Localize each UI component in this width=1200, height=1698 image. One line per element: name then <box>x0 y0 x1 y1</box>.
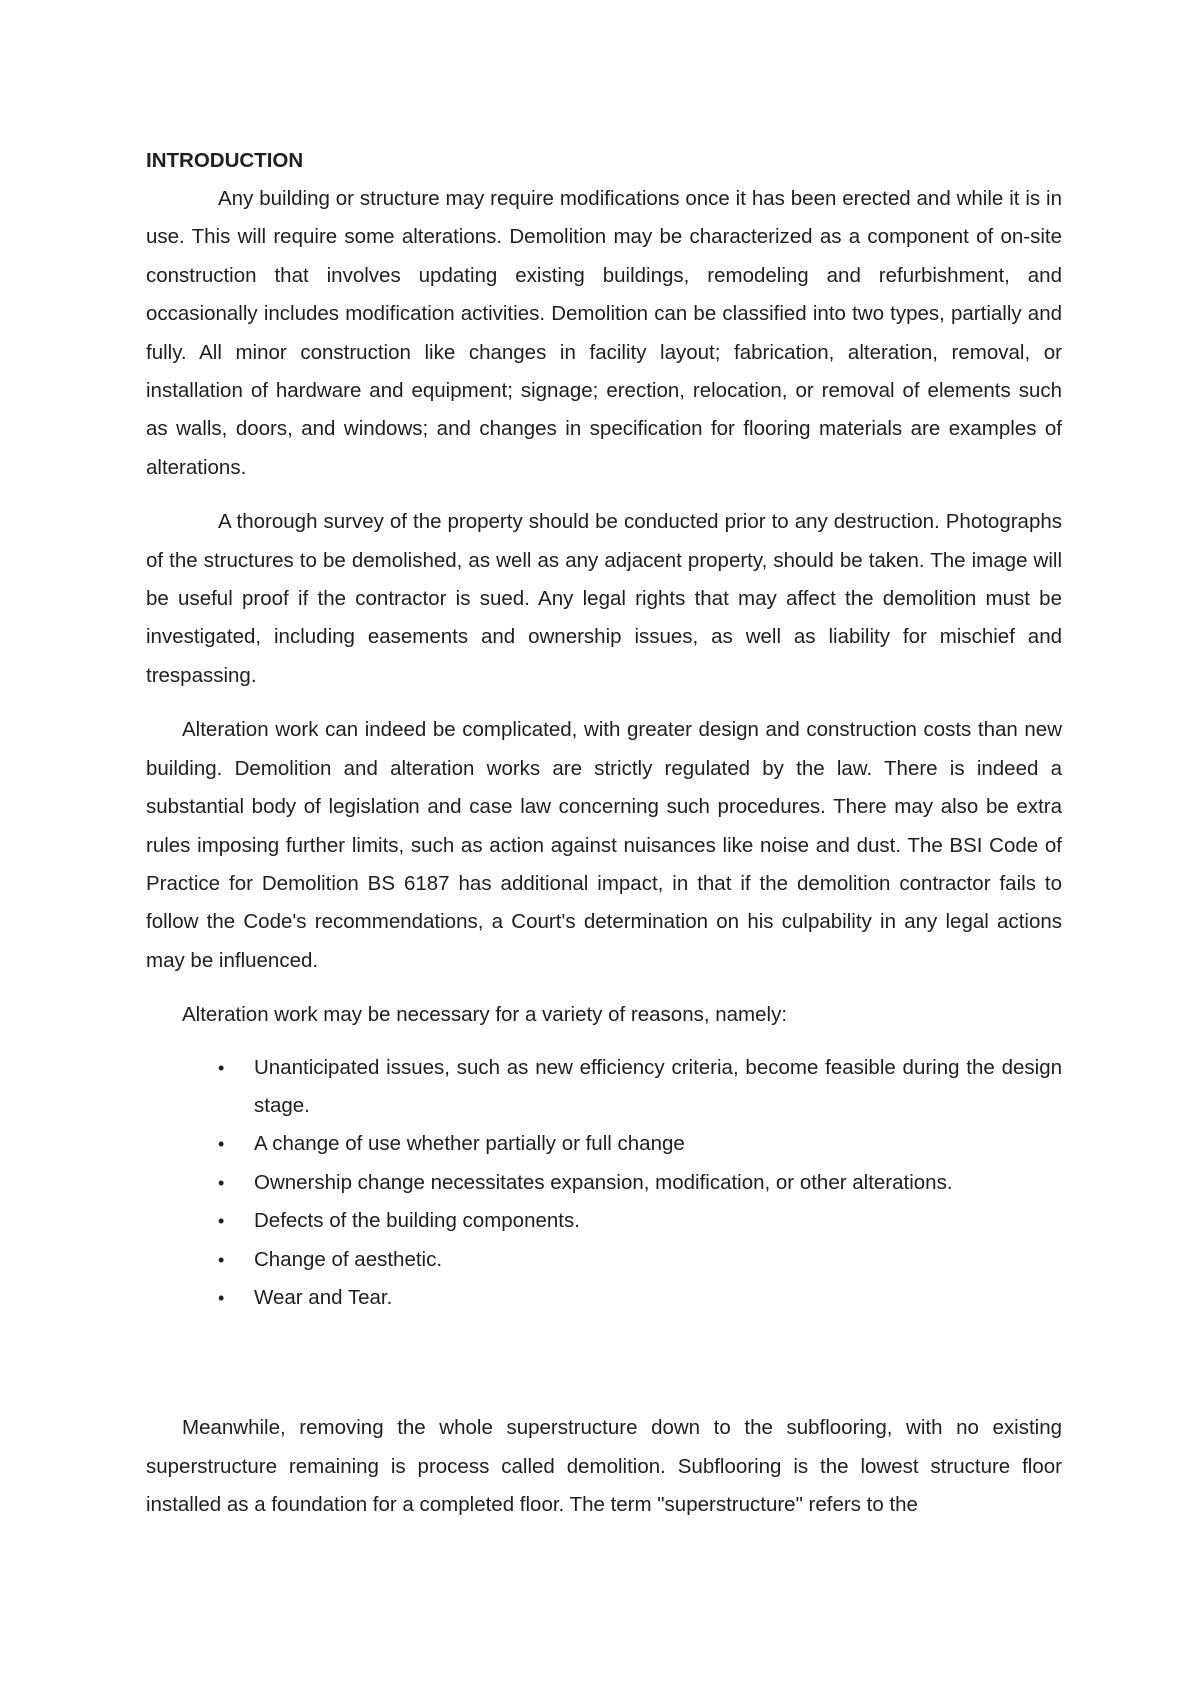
bullet-icon: • <box>218 1211 225 1232</box>
list-item <box>218 1049 1062 1126</box>
bullet-icon: • <box>218 1172 225 1193</box>
list-item <box>218 1164 1062 1202</box>
list-item <box>218 1202 1062 1240</box>
paragraph-property-survey: A thorough survey of the property should be conducted prior to any destruction. Photographs of the structures to be demolished, as well as any adjacent property, should be taken. The image will be useful proof if the contractor is sued. Any legal rights that may affect the demolition must be investigated, including easements and ownership issues, as well as liability for mischief and trespassing. <box>146 510 1062 687</box>
reasons-list <box>146 1049 1062 1318</box>
list-item-text: Defects of the building components. <box>254 1209 580 1233</box>
list-item-text: Ownership change necessitates expansion, modification, or other alterations. <box>254 1170 953 1194</box>
bullet-icon: • <box>218 1057 225 1078</box>
paragraph-legal-regulation: Alteration work can indeed be complicated, with greater design and construction costs than new building. Demolition and alteration works are strictly regulated by the law. There is indeed a substantial body of legislation and case law concerning such procedures. There may also be extra rules imposing further limits, such as action against nuisances like noise and dust. The BSI Code of Practice for Demolition BS 6187 has additional impact, in that if the demolition contractor fails to follow the Code's recommendations, a Court's determination on his culpability in any legal actions may be influenced. <box>146 718 1062 972</box>
paragraph-alterations-overview: Any building or structure may require modifications once it has been erected and while it is in use. This will require some alterations. Demolition may be characterized as a component of on-site construction that involves updating existing buildings, remodeling and refurbishment, and occasionally includes modification activities. Demolition can be classified into two types, partially and fully. All minor construction like changes in facility layout; fabrication, alteration, removal, or installation of hardware and equipment; signage; erection, relocation, or removal of elements such as walls, doors, and windows; and changes in specification for flooring materials are examples of alterations. <box>146 187 1062 479</box>
paragraph-reasons-intro: Alteration work may be necessary for a variety of reasons, namely: <box>182 1003 788 1027</box>
list-item-text: A change of use whether partially or full change <box>254 1132 685 1156</box>
bullet-icon: • <box>218 1249 225 1270</box>
list-item <box>218 1125 1062 1163</box>
bullet-icon: • <box>218 1287 225 1308</box>
section-heading: INTRODUCTION <box>146 149 304 172</box>
list-item-text: Wear and Tear. <box>254 1285 393 1309</box>
document-page <box>146 142 1062 1525</box>
list-item <box>218 1241 1062 1279</box>
list-item-text: Unanticipated issues, such as new efficiency criteria, become feasible during the design stage. <box>254 1055 1062 1117</box>
list-item <box>218 1279 1062 1317</box>
paragraph-demolition-definition: Meanwhile, removing the whole superstructure down to the subflooring, with no existing superstructure remaining is process called demolition. Subflooring is the lowest structure floor installed as a foundation for a completed floor. The term "superstructure" refers to the <box>146 1416 1062 1517</box>
list-item-text: Change of aesthetic. <box>254 1247 443 1271</box>
bullet-icon: • <box>218 1134 225 1155</box>
